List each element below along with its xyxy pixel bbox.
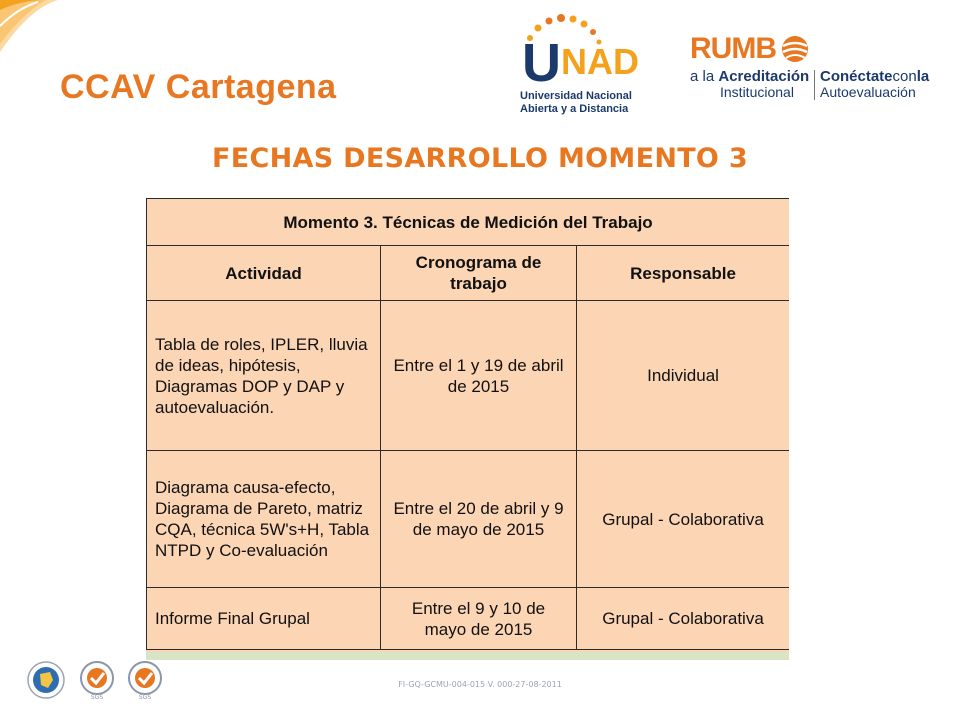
cell-cronograma: Entre el 9 y 10 de mayo de 2015 xyxy=(381,588,577,650)
rumbo-globe-icon xyxy=(780,34,810,64)
column-header-cronograma: Cronograma de trabajo xyxy=(381,246,577,301)
cell-cronograma: Entre el 20 de abril y 9 de mayo de 2015 xyxy=(381,451,577,588)
cell-actividad: Diagrama causa-efecto, Diagrama de Pareto, matriz CQA, técnica 5W's+H, Tabla NTPD y Co-evaluación xyxy=(147,451,381,588)
site-title: CCAV Cartagena xyxy=(60,68,337,106)
rumbo-divider xyxy=(814,70,815,100)
slide-title: FECHAS DESARROLLO MOMENTO 3 xyxy=(212,143,748,174)
table-row xyxy=(147,588,790,650)
unad-subtitle-line1: Universidad Nacional xyxy=(520,90,632,102)
cell-responsable: Grupal - Colaborativa xyxy=(577,451,790,588)
cell-responsable: Individual xyxy=(577,301,790,451)
table-row xyxy=(147,451,790,588)
rumbo-tagline-left-1: a la Acreditación xyxy=(690,68,810,85)
schedule-table-image xyxy=(146,198,789,660)
table-bottom-strip xyxy=(146,652,789,660)
rumbo-wordmark: RUMB xyxy=(690,32,776,65)
cell-actividad: Informe Final Grupal xyxy=(147,588,381,650)
svg-text:SGS: SGS xyxy=(138,694,152,700)
table-title: Momento 3. Técnicas de Medición del Trabajo xyxy=(147,199,790,246)
rumbo-tagline-right-2: Autoevaluación xyxy=(820,84,916,100)
schedule-table xyxy=(146,198,789,650)
cell-responsable: Grupal - Colaborativa xyxy=(577,588,790,650)
svg-text:SGS: SGS xyxy=(90,694,104,700)
rumbo-tagline-right-1: Conéctateconla xyxy=(820,68,930,85)
unad-wordmark: UNAD xyxy=(522,33,639,93)
unad-subtitle-line2: Abierta y a Distancia xyxy=(520,103,629,115)
corner-swoosh-icon xyxy=(0,0,70,60)
rumbo-tagline-left-2: Institucional xyxy=(720,84,794,100)
cell-cronograma: Entre el 1 y 19 de abril de 2015 xyxy=(381,301,577,451)
footer-document-code: FI-GQ-GCMU-004-015 V. 000-27-08-2011 xyxy=(398,680,562,689)
rumbo-logo xyxy=(690,32,930,102)
cell-actividad: Tabla de roles, IPLER, lluvia de ideas, hipótesis, Diagramas DOP y DAP y autoevaluación. xyxy=(147,301,381,451)
column-header-actividad: Actividad xyxy=(147,246,381,301)
table-row xyxy=(147,301,790,451)
unad-logo xyxy=(510,14,660,115)
column-header-responsable: Responsable xyxy=(577,246,790,301)
